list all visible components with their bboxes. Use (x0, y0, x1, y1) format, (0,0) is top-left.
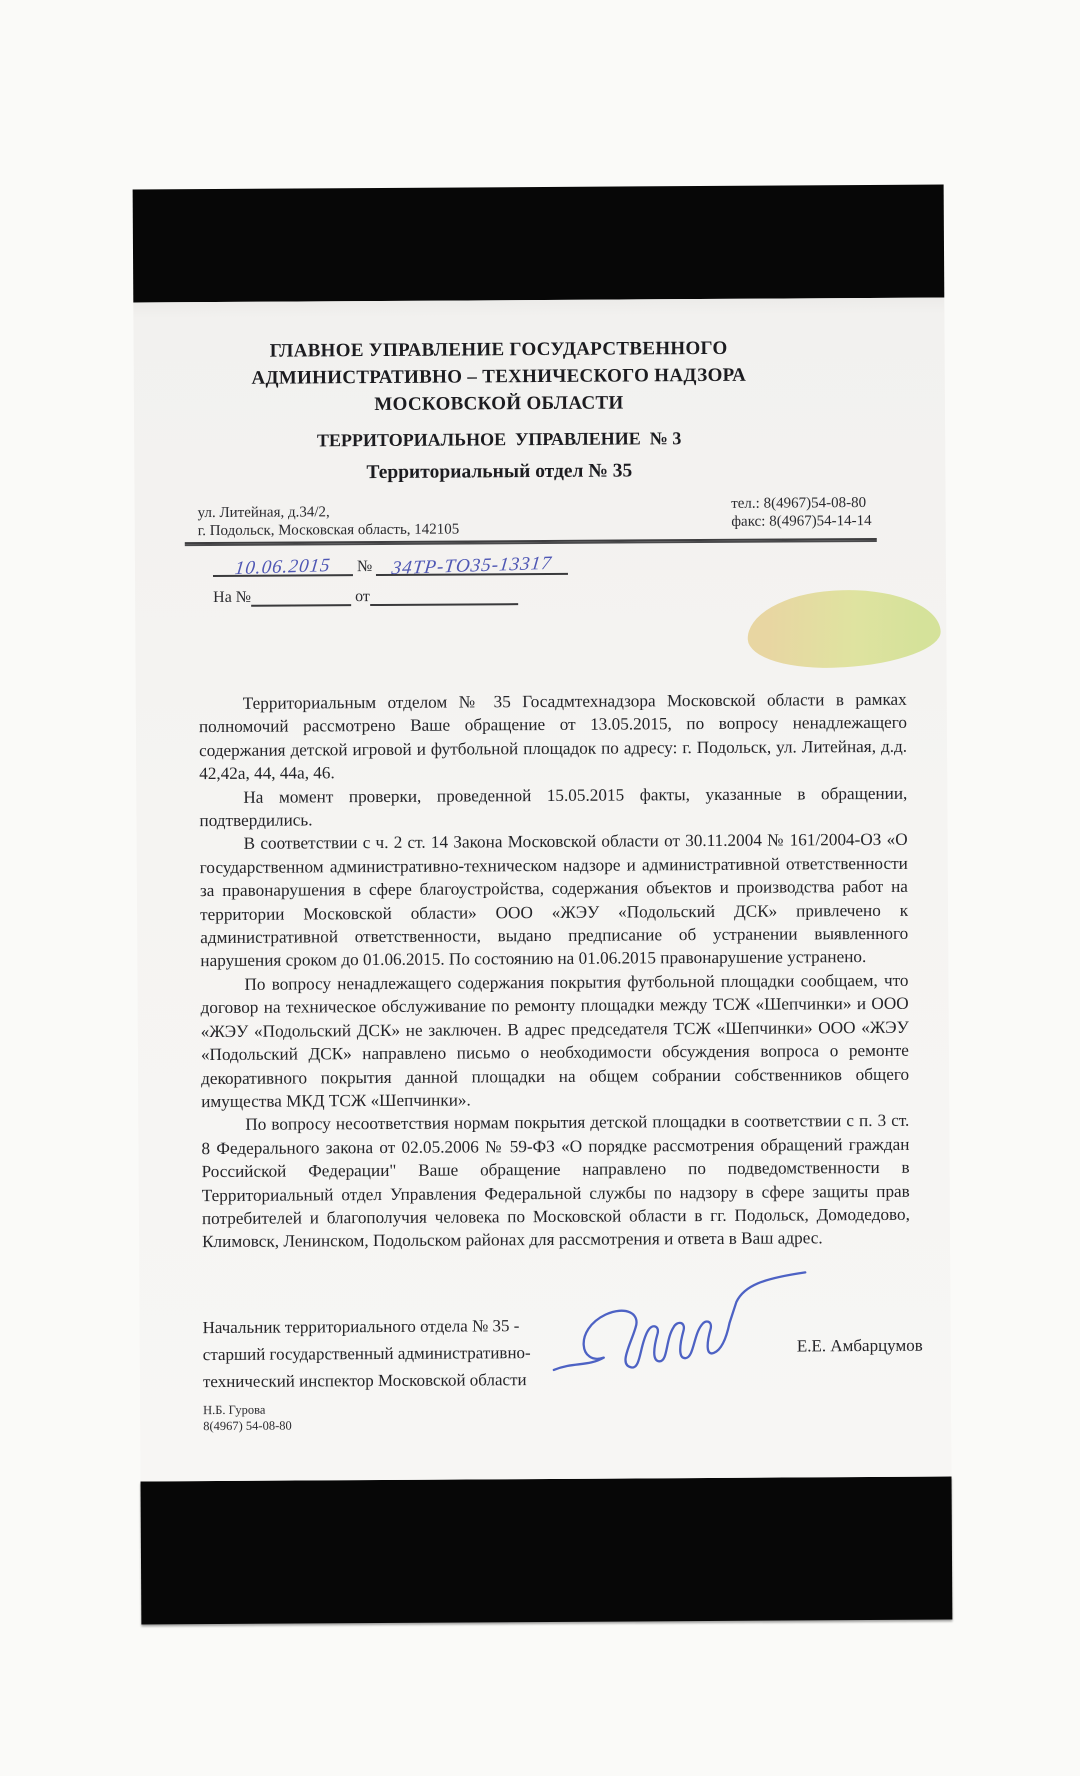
paragraph-1: Территориальным отделом № 35 Госадмтехнадзора Московской области в рамках полномочий рассмотрено Ваше обращение от 13.05.2015, по вопросу ненадлежащего содержания детской игровой и футбольной площадок по адресу: г. Подольск, ул. Литейная, д.д. 42,42а, 44, 44а, 46. (198, 689, 908, 784)
paragraph-5: По вопросу несоответствия нормам покрытия детской площадки в соответствии с п. 3 ст. 8 Федерального закона от 02.05.2006 № 59-ФЗ «О порядке рассмотрения обращений граждан Российской Федерации" Ваше обращение направлено по подведомственности в Территориальный отдел Управления Федеральной службы по надзору в сфере защиты прав потребителей и благополучия человека по Московской области в гг. Подольск, Домодедово, Климовск, Ленинском, Подольском районах для рассмотрения и ответа в Ваш адрес. (201, 1111, 910, 1252)
executor-phone: 8(4967) 54-08-80 (203, 1418, 292, 1434)
phone-line: тел.: 8(4967)54-08-80 (731, 495, 867, 512)
contact-block (731, 494, 872, 531)
reference-block (213, 553, 569, 615)
letter-body (199, 688, 910, 1254)
paragraph-2: На момент проверки, проведенной 15.05.2015 факты, указанные в обращении, подтвердились. (199, 783, 908, 831)
from-label: от (354, 588, 370, 606)
number-label: № (356, 558, 373, 576)
incoming-label: На № (213, 588, 252, 607)
signatory-title-line2: старший государственный административно- (202, 1343, 531, 1365)
executor-block (203, 1402, 292, 1435)
org-name-line2: АДМИНИСТРАТИВНО – ТЕХНИЧЕСКОГО НАДЗОРА (251, 364, 747, 389)
sender-address (198, 503, 460, 541)
executor-name: Н.Б. Гурова (203, 1402, 266, 1418)
incoming-row (213, 583, 568, 615)
org-name-line1: ГЛАВНОЕ УПРАВЛЕНИЕ ГОСУДАРСТВЕННОГО (269, 337, 728, 362)
paragraph-3: В соответствии с ч. 2 ст. 14 Закона Московской области от 30.11.2004 № 161/2004-ОЗ «О государственном административно-техническом надзоре и административной ответственности за правонарушения в сфере благоустройства, содержания объектов и производства работ на территории Московской области» ООО «ЖЭУ «Подольский ДСК» привлечено к административной ответственности, выдано предписание об устранении выявленного нарушения сроком до 01.06.2015. По состоянию на 01.06.2015 правонарушение устранено. (199, 830, 909, 971)
signatory-title-line1: Начальник территориального отдела № 35 - (202, 1316, 520, 1338)
incoming-number-field (251, 584, 351, 607)
signature-icon (547, 1268, 813, 1382)
bottom-redaction-bar (141, 1477, 953, 1625)
org-name (134, 334, 864, 419)
incoming-date-field (370, 583, 518, 606)
date-field (213, 554, 353, 580)
letter-paper (133, 298, 951, 1482)
outgoing-row (213, 553, 568, 585)
scanned-document (133, 185, 953, 1625)
paragraph-4: По вопросу ненадлежащего содержания покрытия футбольной площадки сообщаем, что договор на техническое обслуживание по ремонту площадки между ТСЖ «Шепчинки» и ООО «ЖЭУ «Подольский ДСК» не заключен. В адрес председателя ТСЖ «Шепчинки» ООО «ЖЭУ «Подольский ДСК» направлено письмо о необходимости обсуждения вопроса о ремонте декоративного покрытия данной площадки на общем собрании собственников общего имущества МКД ТСЖ «Шепчинки». (200, 970, 910, 1111)
number-field (376, 552, 568, 580)
territorial-directorate: ТЕРРИТОРИАЛЬНОЕ УПРАВЛЕНИЕ № 3 (316, 428, 682, 451)
signatory-title (202, 1312, 530, 1395)
signatory-name: Е.Е. Амбарцумов (796, 1335, 923, 1356)
territorial-department: Территориальный отдел № 35 (366, 460, 633, 484)
handwritten-number: 34ТР-ТО35-13317 (391, 552, 554, 580)
org-name-line3: МОСКОВСКОЙ ОБЛАСТИ (374, 392, 624, 416)
address-line2: г. Подольск, Московская область, 142105 (197, 521, 460, 540)
handwritten-date: 10.06.2015 (233, 555, 333, 580)
address-line1: ул. Литейная, д.34/2, (197, 504, 330, 522)
signatory-title-line3: технический инспектор Московской области (202, 1370, 527, 1392)
highlighter-blob (745, 585, 942, 673)
fax-line: факс: 8(4967)54-14-14 (731, 512, 872, 530)
top-redaction-bar (133, 185, 945, 303)
